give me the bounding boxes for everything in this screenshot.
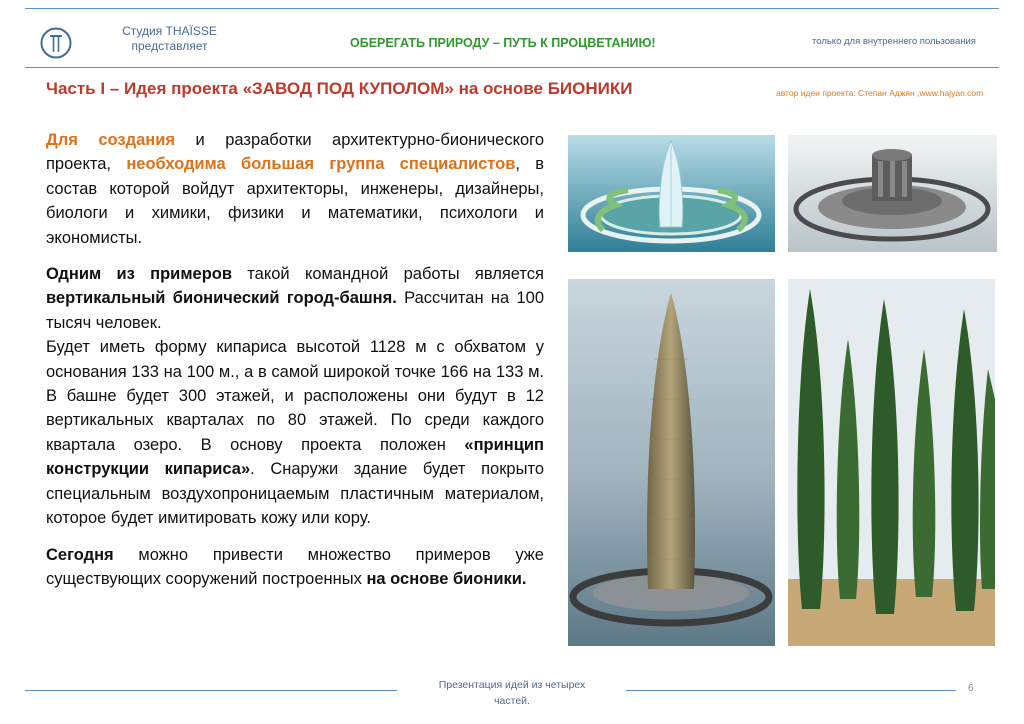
paragraph-1	[46, 128, 544, 250]
photo-dome-platform	[788, 135, 997, 252]
p3-text-a: Будет иметь форму кипариса высотой 1128 м с обхватом у основания 133 на 100 м., а в самой широкой точке 166 на 133 м. В башне будет 300 этажей, и расположены они будут в 12 вертикальных кварталах по 80 этажей. По среди каждого квартала озеро. В основу проекта положен	[46, 338, 544, 454]
page-number: 6	[968, 683, 974, 694]
footer-caption	[412, 677, 612, 709]
photo-cypress-trees	[788, 279, 995, 646]
p4-bold-c: на основе бионики.	[366, 569, 527, 588]
photo-spire-over-water	[568, 135, 775, 252]
p2-text-b: такой командной работы является	[232, 265, 544, 284]
footer-line2: частей.	[494, 695, 530, 707]
studio-name	[112, 24, 227, 54]
studio-line1: Студия THAÏSSE	[122, 24, 217, 38]
studio-line2: представляет	[131, 39, 208, 53]
p1-text-d: , в состав которой войдут архитекторы, инженеры, дизайнеры, биологи и химики, физики и математики, психологи и экономисты.	[46, 155, 544, 247]
footer-line1: Презентация идей из четырех	[438, 679, 586, 691]
p4-text-b: можно привести множество примеров уже существующих сооружений построенных	[46, 545, 544, 588]
page-title: Часть I – Идея проекта «ЗАВОД ПОД КУПОЛОМ» на основе БИОНИКИ	[46, 79, 633, 98]
footer-rule-left	[25, 690, 397, 691]
p2-bold-a: Одним из примеров	[46, 265, 233, 284]
p2-bold-c: вертикальный бионический город-башня.	[46, 289, 397, 308]
studio-logo-icon	[40, 27, 72, 59]
p2-text-d: Рассчитан на 100 тысяч человек.	[46, 289, 544, 332]
p3-bold-b: «принцип конструкции кипариса»	[46, 435, 544, 479]
p1-highlight-a: Для создания	[46, 131, 175, 149]
body-text	[46, 128, 544, 591]
photo-cypress-tower	[568, 279, 775, 646]
paragraph-3	[46, 335, 544, 530]
paragraph-2	[46, 262, 544, 335]
footer-rule-right	[626, 690, 956, 691]
p1-highlight-c: необходима большая группа специалистов	[126, 155, 516, 174]
author-credit: автор идеи проекта: Степан Аджян ,www.hajyan.com	[776, 88, 984, 98]
motto: ОБЕРЕГАТЬ ПРИРОДУ – ПУТЬ К ПРОЦВЕТАНИЮ!	[350, 36, 656, 50]
internal-use-note: только для внутреннего пользования	[812, 36, 976, 47]
p3-text-c: . Снаружи здание будет покрыто специальным воздухопроницаемым пластичным материалом, которое будет имитировать кожу или кору.	[46, 460, 544, 528]
p4-bold-a: Сегодня	[46, 545, 114, 564]
p1-text-b: и разработки архитектурно-бионического проекта,	[46, 131, 545, 174]
header-top-rule	[25, 8, 999, 9]
header-bottom-rule	[25, 67, 999, 68]
paragraph-4	[46, 543, 544, 592]
